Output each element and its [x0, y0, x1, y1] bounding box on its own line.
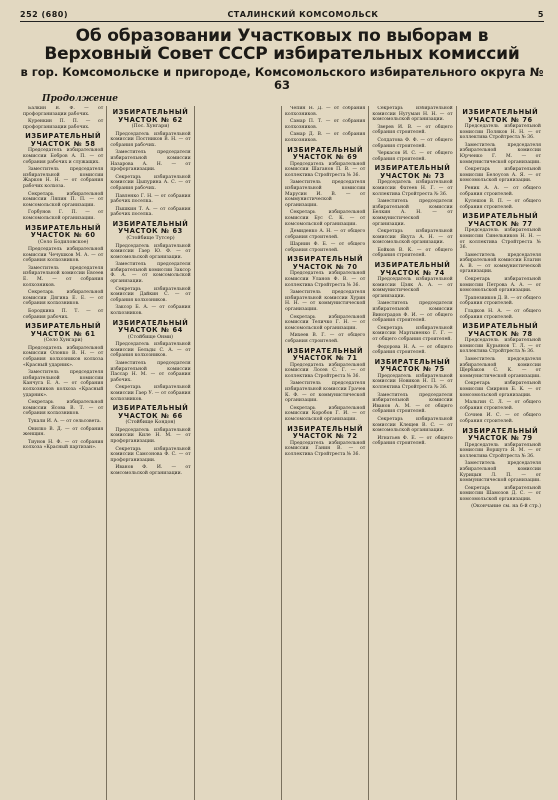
list-item: Председатель избирательной комиссии Шаганов П. В. — от коллектива Стройтреста № 36. [285, 161, 366, 178]
list-item: Заместитель председателя избирательной комиссии Иванов А. М. — от общего собрания строителей. [372, 392, 453, 415]
article-subhead: в гор. Комсомольске и пригороде, Комсомольского избирательного округа № 63 [20, 65, 544, 92]
list-item: Председатель избирательной комиссии Фатеев Н. Г. — от коллектива Стройтреста № 36. [372, 180, 453, 197]
section-title: ИЗБИРАТЕЛЬНЫЙ УЧАСТОК № 63 [112, 219, 189, 236]
list-item: Пышкин Т. А. — от собрания рабочих поселка. [110, 206, 191, 218]
list-item: Горбунов Г. П. — от комсомольской организации. [23, 210, 104, 221]
section-title: ИЗБИРАТЕЛЬНЫЙ УЧАСТОК № 62 [112, 108, 189, 124]
text-column [20, 106, 107, 800]
section-title: ИЗБИРАТЕЛЬНЫЙ УЧАСТОК № 71 [287, 346, 364, 363]
list-item: Секретарь избирательной комиссии Самсонова Ф. С. — от профорганизации. [110, 446, 191, 463]
list-item: Секретарь избирательной комиссии Нугуман Н. Н. — от комсомольской организации. [372, 106, 453, 123]
list-item: Председатель избирательной комиссии Воршутэ Я. М. — от коллектива Стройтреста № 36. [459, 442, 541, 459]
list-item: Заместитель председателя избирательной комиссии Белкин А. Н. — от коммунистической организации. [372, 199, 453, 227]
list-item: Секретарь избирательной комиссии Ляпин П. П. — от комсомольской организации. [23, 191, 104, 208]
section-title: ИЗБИРАТЕЛЬНЫЙ УЧАСТОК № 77 [462, 212, 539, 228]
list-item: Председатель избирательной комиссии Олонко В. Н. — от собрания колхозников колхоза «Красный ударник». [23, 345, 104, 368]
continuation-note: Продолжение [42, 94, 118, 104]
list-item: Председатель избирательной комиссии Новиков Н. П. — от коллектива Стройтреста № 36. [372, 373, 453, 390]
list-item: Председатель избирательной комиссии Цзяк А. А. — от коммунистической организации. [372, 277, 453, 299]
list-item: Тукали И. А. — от сельсовета. [28, 418, 102, 424]
list-item: Секретарь избирательной комиссии Коробов Г. И. — от комсомольской организации. [285, 405, 366, 422]
list-item: Заксор Б. А. — от собрания колхозников. [110, 305, 191, 317]
list-item: Павленко Г. Н. — от собрания рабочих поселка. [110, 193, 191, 205]
list-item: Мальгин С. Л. — от общего собрания строителей. [459, 400, 541, 411]
list-item: Секретарь избирательной комиссии Цыпурина А. С. — от собрания рабочих. [110, 174, 191, 191]
section-title: ИЗБИРАТЕЛЬНЫЙ УЧАСТОК № 58 [25, 132, 102, 148]
list-item: Зверев И. В. — от общего собрания строителей. [372, 124, 453, 136]
page-number-left: 252 (680) [20, 10, 68, 19]
text-column [195, 106, 282, 800]
list-item: Секретарь избирательной комиссии Якута А. Н. — от комсомольской организации. [372, 229, 453, 246]
list-item: Самар Д. В. — от собрания колхозников. [285, 132, 366, 143]
list-item: Председатель избирательной комиссии Лосев С. Г. — от коллектива Стройтреста № 36. [285, 362, 366, 379]
continued-note: (Окончание см. на 6-й стр.) [471, 504, 541, 510]
section-title: ИЗБИРАТЕЛЬНЫЙ УЧАСТОК № 60 [25, 223, 102, 239]
list-item: Заместитель председателя избирательной комиссии Евсеев Е. М. — от собрания колхозников. [23, 265, 104, 288]
list-item: Заместитель председателя избирательной комиссии Хурин Н. Н. — от коммунистической организации. [285, 290, 366, 313]
list-item: Заместитель председателя избирательной комиссии Курицын Л. П. — от коммунистической организации. [459, 461, 541, 484]
section-title: ИЗБИРАТЕЛЬНЫЙ УЧАСТОК № 69 [287, 145, 364, 162]
section-subtitle: (Пос. Хунгари) [131, 124, 170, 129]
list-item: Председатель избирательной комиссии Постников В. Н. — от собрания рабочих. [110, 131, 191, 148]
list-item: Заместитель председателя избирательной комиссии Юрченко Г. М. — от коммунистической организации. [459, 142, 541, 165]
list-item: Заместитель председателя избирательной комиссии Назарова А. Н. — от профорганизации. [110, 150, 191, 173]
list-item: Заместитель председателя избирательной комиссии Грачев К. Ф. — от коммунистической организации. [285, 381, 366, 404]
list-item: Заместитель председателя избирательной комиссии Марусин И. В. — от коммунистической организации. [285, 180, 366, 208]
list-item: Иванов Ф. И. — от комсомольской организации. [110, 465, 191, 476]
list-item: Федорова Н. А. — от общего собрания строителей. [372, 344, 453, 356]
list-item: Заместитель председателя избирательной комиссии Заксор Ф. А. — от комсомольской организации. [110, 262, 191, 285]
article-headline: Об образовании Участковых по выборам в Верховный Совет СССР избирательных комиссий [44, 26, 520, 64]
section-title: ИЗБИРАТЕЛЬНЫЙ УЧАСТОК № 72 [287, 424, 364, 441]
section-title: ИЗБИРАТЕЛЬНЫЙ УЧАСТОК № 74 [374, 261, 451, 277]
list-item: Председатель избирательной комиссии Курьянов Т. Л. — от коллектива Стройтреста № 36. [459, 338, 541, 355]
text-column [457, 106, 544, 800]
list-item: Тиунов Н. Ф. — от собрания колхоза «Красный партизан». [23, 439, 104, 451]
text-column [282, 106, 369, 800]
list-item: Заместитель председателя избирательной комиссии Пассар Н. М. — от собрания рабочих. [110, 361, 191, 383]
list-item: Заместитель председателя избирательной комиссии Елагин А. В. — от коммунистической организации. [459, 252, 541, 275]
list-item: Бородкина П. Т. — от собрания рабочих. [23, 309, 104, 320]
masthead [20, 10, 544, 22]
section-title: ИЗБИРАТЕЛЬНЫЙ УЧАСТОК № 73 [374, 164, 451, 180]
section-title: ИЗБИРАТЕЛЬНЫЙ УЧАСТОК № 75 [374, 357, 451, 374]
list-item: Самар П. Т. — от собрания колхозников. [285, 119, 366, 130]
list-item: Заместитель председателя избирательной комиссии Щербаков С. К. — от коммунистической организации. [459, 357, 541, 379]
list-item: Черкасов И. С. — от общего собрания строителей. [372, 151, 453, 162]
section-subtitle: (Стойбище Онми) [127, 334, 174, 340]
list-item: Шарнин Ф. Б. — от общего собрания строителей. [285, 242, 366, 253]
list-item: Игнатьев Ф. Е. — от общего собрания строителей. [372, 435, 453, 447]
page-number-right: 5 [537, 10, 544, 19]
list-item: Председатель избирательной комиссии Гаер Ю. Ф. — от комсомольской организации. [110, 243, 191, 260]
text-column [107, 106, 194, 800]
list-item: Сочнев И. С. — от общего собрания строителей. [459, 413, 541, 424]
list-item: Председатель избирательной комиссии Чечушков М. А. — от собрания колхозников. [23, 247, 104, 264]
list-item: Гладков Н. А. — от общего собрания строителей. [459, 309, 541, 320]
list-item: Председатель избирательной комиссии Поляков Н. Н. — от коллектива Стройтреста № 36. [459, 124, 541, 141]
text-columns [20, 106, 544, 800]
list-item: Секретарь избирательной комиссии Клещев В. С. — от комсомольской организации. [372, 416, 453, 434]
list-item: Куренкин П. П. — от профорганизации рабочих. [23, 119, 104, 130]
list-item: Заместитель председателя избирательной комиссии Канчуга Е. А. — от собрания колхозников колхоза «Красный ударник». [23, 370, 104, 398]
section-title: ИЗБИРАТЕЛЬНЫЙ УЧАСТОК № 66 [112, 404, 189, 420]
list-item: Секретарь избирательной комиссии Мартыненко Г. Г. — от общего собрания строителей. [372, 325, 453, 342]
list-item: Балкин В. Ф. — от профорганизации рабочих. [23, 106, 104, 117]
list-item: Солдатова Ф. Ф. — от общего собрания строителей. [372, 137, 453, 149]
list-item: Председатель избирательной комиссии Синельников Н. Н. — от коллектива Стройтреста № 36. [459, 228, 541, 251]
section-subtitle: (Село Бодиловское) [38, 239, 89, 245]
list-item: Секретарь избирательной комиссии Смирнов Б. К. — от комсомольской организации. [459, 381, 541, 398]
list-item: Председатель избирательной комиссии Ганин В. — от коллектива Стройтреста № 36. [285, 440, 366, 457]
list-item: Чепин Н. Д. — от собрания колхозников. [285, 106, 366, 117]
list-item: Секретарь избирательной комиссии Петрова А. А. — от комсомольской организации. [459, 277, 541, 294]
list-item: Реник А. А. — от общего собрания строителей. [459, 185, 541, 197]
section-title: ИЗБИРАТЕЛЬНЫЙ УЧАСТОК № 79 [462, 426, 539, 443]
section-subtitle: (Стойбище Тутсер) [126, 235, 175, 241]
section-subtitle: (Стойбище Кондон) [125, 420, 176, 426]
list-item: Трапезников Д. В. — от общего собрания строителей. [459, 295, 541, 307]
list-item: Председатель избирательной комиссии Уланов Ф. В. — от коллектива Стройтреста № 36. [285, 271, 366, 288]
list-item: Секретарь избирательной комиссии Дайкин С. — от собрания колхозников. [110, 286, 191, 303]
section-subtitle: (Село Хунгари) [43, 338, 83, 344]
list-item: Секретарь избирательной комиссии Ясова В. Т. — от собрания колхозников. [23, 400, 104, 417]
section-title: ИЗБИРАТЕЛЬНЫЙ УЧАСТОК № 76 [462, 108, 539, 124]
list-item: Председатель избирательной комиссии Бобров А. П. — от собрания рабочих и служащих. [23, 148, 104, 165]
list-item: Секретарь избирательной комиссии Гаер У. — от собрания колхозников. [110, 385, 191, 402]
list-item: Заместитель председателя избирательной комиссии Жарков Н. Н. — от собрания рабочих колхоза. [23, 167, 104, 189]
list-item: Секретарь избирательной комиссии Теличко Г. Н. — от комсомольской организации. [285, 314, 366, 331]
list-item: Председатель избирательной комиссии Бельды С. А. — от собрания колхозников. [110, 342, 191, 359]
section-title: ИЗБИРАТЕЛЬНЫЙ УЧАСТОК № 64 [112, 318, 189, 335]
list-item: Секретарь избирательной комиссии Белоусов А. Я. — от комсомольской организации. [459, 167, 541, 184]
section-title: ИЗБИРАТЕЛЬНЫЙ УЧАСТОК № 70 [287, 255, 364, 271]
section-title: ИЗБИРАТЕЛЬНЫЙ УЧАСТОК № 78 [462, 322, 539, 338]
list-item: Секретарь избирательной комиссии Шамозов Д. С. — от комсомольской организации. [459, 485, 541, 502]
list-item: Демиденко А. Н. — от общего собрания строителей. [285, 229, 366, 240]
list-item: Михеев В. Г. — от общего собрания строителей. [285, 333, 366, 344]
text-column [369, 106, 456, 800]
list-item: Онилко В. Д. — от собрания женщин. [23, 426, 104, 438]
list-item: Секретарь избирательной комиссии Бус С. К. — от комсомольской организации. [285, 210, 366, 227]
list-item: Председатель избирательной комиссии Киле Н. М. — от профорганизации. [110, 427, 191, 444]
list-item: Кулешов В. П. — от общего собрания строителей. [459, 199, 541, 210]
newspaper-name: СТАЛИНСКИЙ КОМСОМОЛЬСК [227, 10, 379, 19]
section-title: ИЗБИРАТЕЛЬНЫЙ УЧАСТОК № 61 [25, 322, 102, 338]
list-item: Заместитель председателя избирательной комиссии Виноградов Ф. И. — от общего собрания строителей. [372, 301, 453, 324]
list-item: Секретарь избирательной комиссии Дягина Е. Е. — от собрания колхозников. [23, 290, 104, 307]
list-item: Бойков В. К. — от общего собрания строителей. [372, 247, 453, 259]
